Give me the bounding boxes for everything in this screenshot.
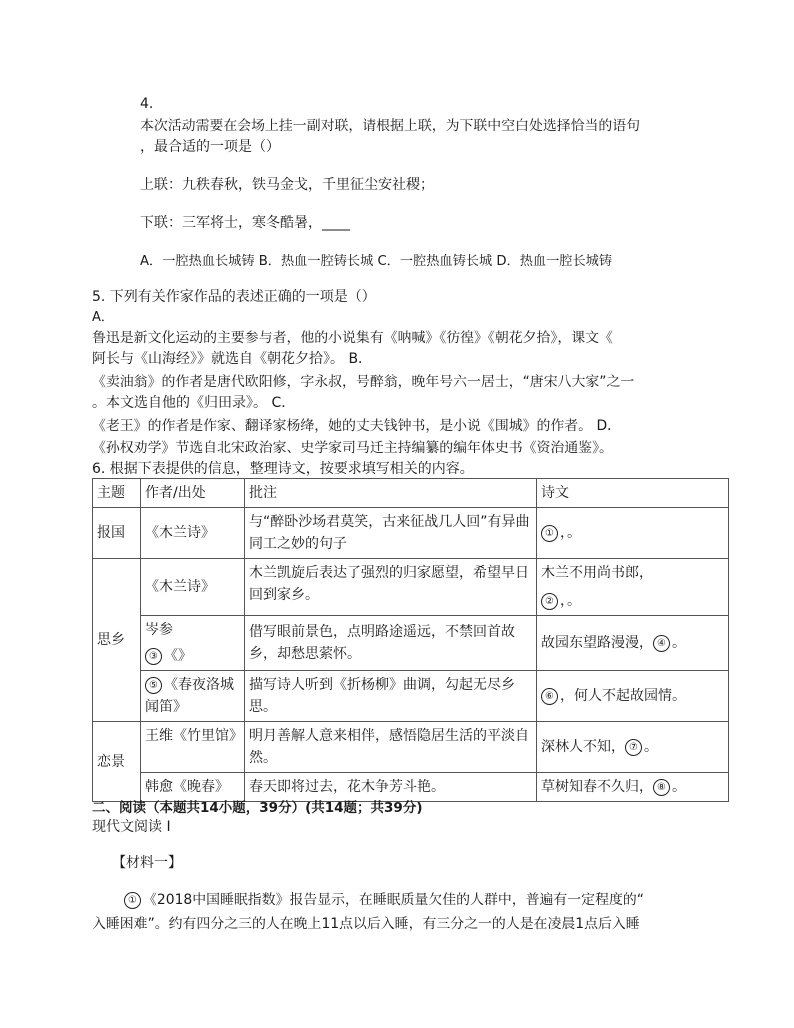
header-poem: 诗文 [537,479,729,508]
poem-text: 木兰不用尚书郎， [541,565,653,581]
reading-section-title: 二、阅读（本题共14小题，39分）(共14题；共39分) [92,800,423,816]
note-cell: 借写眼前景色，点明路途遥远，不禁回首故乡，却愁思萦怀。 [245,616,537,671]
header-theme: 主题 [93,479,141,508]
poem-text: 。 [644,739,658,755]
table-row [93,722,729,773]
blank-number: ④ [653,635,670,652]
poem-text: 草树知春不久归， [541,779,653,795]
source-cell [141,671,245,722]
table-row [93,671,729,722]
source-cell: 《木兰诗》 [141,559,245,616]
q5-title: 5. 下列有关作家作品的表述正确的一项是（） [92,289,376,305]
q4-prompt-line1: 本次活动需要在会场上挂一副对联，请根据上联，为下联中空白处选择恰当的语句 [140,118,641,134]
poem-cell [537,671,729,722]
q4-number: 4. [140,96,154,112]
table-row [93,559,729,616]
q5-line4: 。本文选自他的《归田录》。 C． [92,395,296,411]
table-header-row [93,479,729,508]
blank-number: ⑤ [145,677,162,694]
poem-text: 。 [672,635,686,651]
poem-text: ，。 [560,525,581,541]
material-heading: 【材料一】 [112,855,182,871]
material-para-line1 [124,888,644,909]
note-cell: 明月善解人意来相伴，感悟隐居生活的平淡自然。 [245,722,537,773]
blank-number: ⑦ [625,739,642,756]
blank-number: ② [541,593,558,610]
header-note: 批注 [245,479,537,508]
q4-lower-couplet: 下联：三军将士，寒冬酷暑，____ [140,215,350,231]
note-cell: 与“醉卧沙场君莫笑，古来征战几人回”有异曲同工之妙的句子 [245,508,537,559]
q4-upper-couplet: 上联：九秩春秋，铁马金戈，千里征尘安社稷； [140,177,434,193]
q5-line5: 《老王》的作者是作家、翻译家杨绛，她的丈夫钱钟书，是小说《围城》的作者。 D． [92,418,622,434]
source-cell: 韩愈《晚春》 [141,773,245,802]
blank-number: ⑧ [653,779,670,796]
theme-cell: 恋景 [93,722,141,802]
paragraph-number: ① [124,892,141,909]
q6-title: 6. 根据下表提供的信息，整理诗文，按要求填写相关的内容。 [92,461,474,477]
poem-cell [537,616,729,671]
table-row [93,508,729,559]
table-row [93,616,729,671]
poem-cell [537,722,729,773]
note-cell: 春天即将过去，花木争芳斗艳。 [245,773,537,802]
q4-prompt-line2: ，最合适的一项是（） [140,139,280,155]
theme-cell: 报国 [93,508,141,559]
material-para-line2: 入睡困难”。约有四分之三的人在晚上11点以后入睡，有三分之一的人是在凌晨1点后入睡 [92,916,640,932]
blank-number: ① [541,525,558,542]
theme-cell: 思乡 [93,559,141,722]
source-cell: 《木兰诗》 [141,508,245,559]
source-cell: 王维《竹里馆》 [141,722,245,773]
note-cell: 木兰凯旋后表达了强烈的归家愿望，希望早日回到家乡。 [245,559,537,616]
q5-line3: 《卖油翁》的作者是唐代欧阳修，字永叔，号醉翁，晚年号六一居士，“唐宋八大家”之一 [92,374,635,390]
source-text: 岑参 [145,622,173,638]
poem-cell [537,559,729,616]
q4-options: A．一腔热血长城铸 B．热血一腔铸长城 C．一腔热血铸长城 D．热血一腔长城铸 [140,254,613,269]
poem-text: 。 [672,779,686,795]
poem-text: ，。 [560,593,581,609]
q5-option-a-marker: A． [92,310,114,325]
q5-line2: 阿长与《山海经》》就选自《朝花夕拾》。 B． [92,351,373,367]
source-text: 《春夜洛城闻笛》 [145,677,234,715]
poem-table [92,478,729,802]
header-source: 作者/出处 [141,479,245,508]
poem-cell [537,508,729,559]
source-text: 《》 [164,648,192,664]
q5-line1: 鲁迅是新文化运动的主要参与者，他的小说集有《呐喊》《彷徨》《朝花夕拾》，课文《 [92,330,613,346]
blank-number: ③ [145,648,162,665]
q5-line6: 《孙权劝学》节选自北宋政治家、史学家司马迁主持编纂的编年体史书《资治通鉴》。 [92,440,613,456]
reading-subtitle: 现代文阅读 I [92,819,171,835]
note-cell: 描写诗人听到《折杨柳》曲调，勾起无尽乡思。 [245,671,537,722]
poem-text: ，何人不起故园情。 [560,688,686,704]
source-cell [141,616,245,671]
blank-number: ⑥ [541,688,558,705]
paragraph-text: 《2018中国睡眠指数》报告显示，在睡眠质量欠佳的人群中，普遍有一定程度的“ [143,892,644,908]
poem-cell [537,773,729,802]
poem-text: 故园东望路漫漫， [541,635,653,651]
poem-text: 深林人不知， [541,739,625,755]
